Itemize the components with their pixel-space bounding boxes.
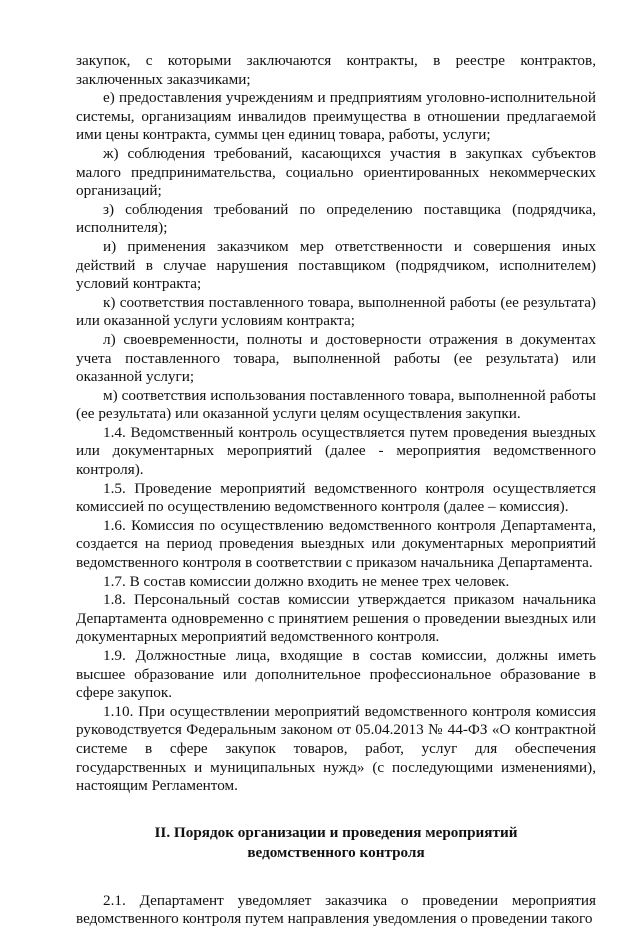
paragraph-item-e: е) предоставления учреждениям и предприятиям уголовно-исполнительной системы, организациям инвалидов преимущества в отношении предлагаемой ими цены контракта, суммы цен единиц товара, работы, услуги; [76,89,596,144]
paragraph-item-m: м) соответствия использования поставленного товара, выполненной работы (ее результата) или оказанной услуги целям осуществления закупки. [76,386,596,423]
paragraph-continuation: закупок, с которыми заключаются контракты, в реестре контрактов, заключенных заказчиками; [76,52,596,88]
paragraph-2-1: 2.1. Департамент уведомляет заказчика о проведении мероприятия ведомственного контроля путем направления уведомления о проведении такого [76,891,596,928]
section-heading-line-1: II. Порядок организации и проведения мероприятий [154,823,518,841]
section-heading-line-2: ведомственного контроля [247,843,425,861]
paragraph-item-zh: ж) соблюдения требований, касающихся участия в закупках субъектов малого предпринимательства, социально ориентированных некоммерческих организаций; [76,144,596,200]
paragraphs-top [76,52,596,796]
paragraph-1-5: 1.5. Проведение мероприятий ведомственного контроля осуществляется комиссией по осуществлению ведомственного контроля (далее – комиссия). [76,479,596,516]
paragraphs-bottom [76,892,596,929]
paragraph-item-i: и) применения заказчиком мер ответственности и совершения иных действий в случае нарушения поставщиком (подрядчиком, исполнителем) условий контракта; [76,237,596,293]
paragraph-1-8: 1.8. Персональный состав комиссии утверждается приказом начальника Департамента одновременно с принятием решения о проведении выездных или документарных мероприятий ведомственного контроля. [76,591,596,646]
paragraph-1-10: 1.10. При осуществлении мероприятий ведомственного контроля комиссия руководствуется Федеральным законом от 05.04.2013 № 44-ФЗ «О контрактной системе в сфере закупок товаров, работ, услуг для обеспечения государственных и муниципальных нужд» (с последующими изменениями), настоящим Регламентом. [76,702,596,795]
paragraph-1-7: 1.7. В состав комиссии должно входить не менее трех человек. [103,572,510,590]
document-page [76,52,596,929]
paragraph-1-9: 1.9. Должностные лица, входящие в состав комиссии, должны иметь высшее образование или дополнительное профессиональное образование в сфере закупок. [76,647,596,702]
paragraph-item-z: з) соблюдения требований по определению поставщика (подрядчика, исполнителя); [76,200,596,237]
paragraph-item-k: к) соответствия поставленного товара, выполненной работы (ее результата) или оказанной услуги условиям контракта; [76,293,596,330]
section-heading [76,823,596,863]
paragraph-1-6: 1.6. Комиссия по осуществлению ведомственного контроля Департамента, создается на период проведения выездных или документарных мероприятий ведомственного контроля в соответствии с приказом начальника Департамента. [76,516,596,572]
paragraph-item-l: л) своевременности, полноты и достоверности отражения в документах учета поставленного товара, выполненной работы (ее результата) или оказанной услуги; [76,330,596,386]
paragraph-1-4: 1.4. Ведомственный контроль осуществляется путем проведения выездных или документарных мероприятий (далее - мероприятия ведомственного контроля). [76,423,596,479]
